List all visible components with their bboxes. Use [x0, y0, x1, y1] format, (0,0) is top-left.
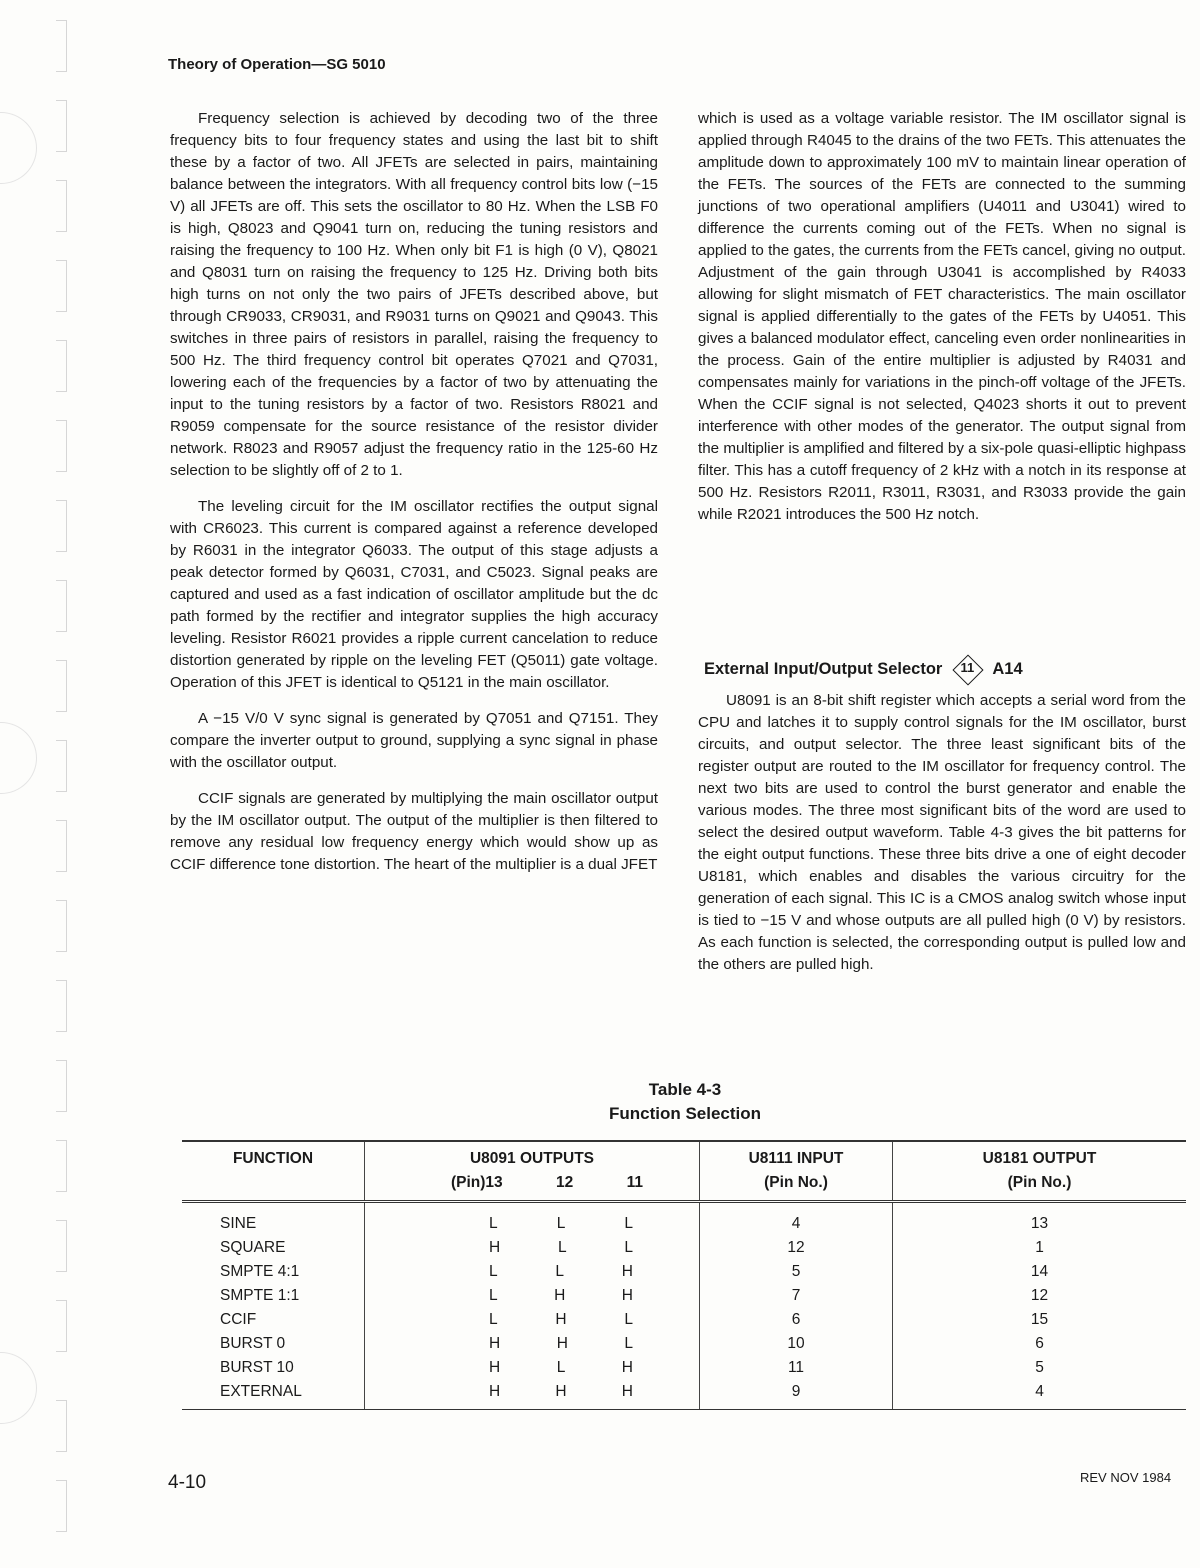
- cell-u8091-outputs: [365, 1260, 700, 1284]
- cell-pin-level: L: [624, 1335, 633, 1352]
- cell-u8181-output: 5: [1035, 1359, 1044, 1376]
- paragraph-frequency-selection: Frequency selection is achieved by decoding two of the three frequency bits to four frequency states and using the last bit to shift these by a factor of two. All JFETs are selected in pairs, maintaining balance between the integrators. With all frequency control bits low (−15 V) all JFETs are off. This sets the oscillator to 80 Hz. When the LSB F0 is high, Q8023 and Q9041 turn on, reducing the tuning resistors and raising the frequency to 100 Hz. When only bit F1 is high (0 V), Q8021 and Q8031 turn on raising the frequency to 125 Hz. Driving both bits high turns on not only the two pairs of JFETs described above, but through CR9033, CR9031, and R9031 turns on Q9021 and Q9043. This switches in three pairs of resistors in parallel, raising the frequency to 500 Hz. The third frequency control bit operates Q7021 and Q7031, lowering each of the frequencies by a factor of two by attenuating the input to the tuning resistors by a factor of two. Resistors R8021 and R9059 compensate for the source resistance of the resistor divider network. R8023 and R9057 adjust the frequency ratio in the 125-60 Hz selection to be slightly off of 2 to 1.: [170, 110, 658, 479]
- header-u8111-input: U8111 INPUT (Pin No.): [700, 1141, 893, 1202]
- binder-tab: [56, 260, 67, 312]
- cell-u8111-input: 7: [700, 1284, 893, 1308]
- cell-pin-level: L: [489, 1215, 498, 1232]
- table-row: [182, 1308, 1186, 1332]
- left-column: [170, 108, 658, 890]
- cell-pin-level: H: [555, 1383, 567, 1400]
- cell-pin-level: H: [489, 1239, 501, 1256]
- paragraph-leveling-circuit: The leveling circuit for the IM oscillator rectifies the output signal with CR6023. This current is compared against a reference developed by R6031 in the integrator Q6033. The output of this stage adjusts a peak detector formed by Q6031, C7031, and C5023. Signal peaks are captured and used as a fast indication of oscillator amplitude but the dc path formed by the rectifier and integrator supplies the high accuracy leveling. Resistor R6021 provides a ripple current cancelation to reduce distortion generated by ripple on the leveling FET (Q5011) gate voltage. Operation of this JFET is identical to Q5121 in the main oscillator.: [170, 498, 658, 691]
- paragraph-sync-signal: A −15 V/0 V sync signal is generated by Q7051 and Q7151. They compare the inverter output to ground, supplying a sync signal in phase with the oscillator output.: [170, 710, 658, 771]
- cell-u8091-outputs: [365, 1380, 700, 1410]
- cell-u8181-output: 6: [1035, 1335, 1044, 1352]
- binder-tab: [56, 1300, 67, 1352]
- cell-pin-level: L: [624, 1311, 633, 1328]
- cell-pin-level: L: [489, 1287, 498, 1304]
- binder-tab: [56, 500, 67, 552]
- table-row: [182, 1380, 1186, 1410]
- cell-u8091-outputs: [365, 1284, 700, 1308]
- table-row: [182, 1236, 1186, 1260]
- cell-u8181-output: 12: [1030, 1287, 1049, 1304]
- diamond-number: 11: [960, 660, 975, 675]
- page-number: 4-10: [168, 1472, 207, 1493]
- cell-pin-level: H: [554, 1287, 566, 1304]
- paragraph-multiplier-continued: which is used as a voltage variable resistor. The IM oscillator signal is applied through R4045 to the drains of the two FETs. This attenuates the amplitude down to approximately 100 mV to maintain linear operation of the FETs. The sources of the FETs are connected to the summing junctions of two operational amplifiers (U4011 and U3041) wired to difference the currents coming out of the FETs. When no signal is applied to the gates, the currents from the FETs cancel, giving no output. Adjustment of the gain through U3041 is accomplished by R4033 allowing for slight mismatch of FET characteristics. The main oscillator signal is applied differentially to the gates of the FETs by U4051. This gives a balanced modulator effect, canceling even order nonlinearities in the process. Gain of the entire multiplier is adjusted by R4031 and compensates mainly for variations in the pinch-off voltage of the JFETs. When the CCIF signal is not selected, Q4023 shorts it out to prevent interference with other modes of the generator. The output signal from the multiplier is amplified and filtered by a six-pole quasi-elliptic highpass filter. This has a cutoff frequency of 2 kHz with a notch in its response at 500 Hz. Resistors R2011, R3011, R3031, and R3033 provide the gain while R2021 introduces the 500 Hz notch.: [698, 110, 1186, 523]
- cell-u8181-output: 4: [893, 1380, 1187, 1410]
- cell-u8111-input: 11: [700, 1356, 893, 1380]
- cell-function: SMPTE 1:1: [182, 1284, 365, 1308]
- cell-u8181-output: 13: [1030, 1215, 1049, 1232]
- running-header: Theory of Operation—SG 5010: [168, 56, 386, 73]
- cell-function: CCIF: [182, 1308, 365, 1332]
- header-function: FUNCTION: [182, 1141, 365, 1202]
- cell-u8111-input: 9: [700, 1380, 893, 1410]
- header-u8091-outputs: U8091 OUTPUTS (Pin)13 12 11: [365, 1141, 700, 1202]
- cell-function: EXTERNAL: [182, 1380, 365, 1410]
- cell-pin-level: H: [621, 1383, 633, 1400]
- binder-hole: [0, 112, 37, 184]
- binder-tab: [56, 340, 67, 392]
- table-title: Function Selection: [608, 1104, 762, 1123]
- cell-u8091-outputs: [365, 1332, 700, 1356]
- table-row: [182, 1284, 1186, 1308]
- cell-u8091-outputs: [365, 1308, 700, 1332]
- cell-pin-level: H: [489, 1383, 501, 1400]
- section-heading: [704, 654, 1174, 684]
- header-u8181-output: U8181 OUTPUT (Pin No.): [893, 1141, 1187, 1202]
- binder-tab: [56, 980, 67, 1032]
- header-pin12: 12: [556, 1174, 574, 1191]
- cell-pin-level: H: [489, 1359, 501, 1376]
- binder-tab: [56, 100, 67, 152]
- binder-tab: [56, 740, 67, 792]
- table-row: [182, 1260, 1186, 1284]
- cell-pin-level: L: [556, 1359, 566, 1376]
- cell-u8091-outputs: [365, 1236, 700, 1260]
- table-row: [182, 1332, 1186, 1356]
- binder-tab: [56, 820, 67, 872]
- paragraph-ccif-signals: CCIF signals are generated by multiplying the main oscillator output by the IM oscillator output. The output of the multiplier is then filtered to remove any residual low frequency energy which would show up as CCIF difference tone distortion. The heart of the multiplier is a dual JFET: [170, 790, 658, 873]
- header-pin11: 11: [626, 1174, 643, 1191]
- cell-pin-level: H: [556, 1335, 568, 1352]
- diamond-reference-icon: [952, 654, 982, 684]
- binder-tab: [56, 660, 67, 712]
- cell-pin-level: L: [556, 1215, 566, 1232]
- cell-u8111-input: 10: [700, 1332, 893, 1356]
- binder-tab: [56, 420, 67, 472]
- binder-tab: [56, 1480, 67, 1532]
- cell-u8111-input: 12: [700, 1236, 893, 1260]
- cell-pin-level: L: [555, 1263, 565, 1280]
- cell-u8091-outputs: [365, 1202, 700, 1237]
- binder-tab: [56, 900, 67, 952]
- cell-pin-level: H: [621, 1263, 633, 1280]
- binder-hole: [0, 1352, 37, 1424]
- cell-pin-level: L: [557, 1239, 567, 1256]
- cell-pin-level: H: [621, 1287, 633, 1304]
- table-row: [182, 1202, 1186, 1237]
- cell-pin-level: L: [624, 1215, 633, 1232]
- cell-u8181-output: 1: [1035, 1239, 1044, 1256]
- cell-pin-level: H: [621, 1359, 633, 1376]
- board-label: A14: [992, 659, 1023, 678]
- table-caption: [580, 1078, 790, 1126]
- binder-tab: [56, 20, 67, 72]
- cell-pin-level: L: [489, 1311, 498, 1328]
- cell-u8091-outputs: [365, 1356, 700, 1380]
- section-body-column: [698, 690, 1186, 990]
- cell-pin-level: H: [555, 1311, 567, 1328]
- binder-tab: [56, 1400, 67, 1452]
- cell-function: SQUARE: [182, 1236, 365, 1260]
- cell-u8111-input: 4: [700, 1202, 893, 1237]
- function-selection-table: [182, 1140, 1186, 1410]
- cell-u8111-input: 5: [700, 1260, 893, 1284]
- binder-hole: [0, 722, 37, 794]
- section-title: External Input/Output Selector: [704, 659, 943, 678]
- cell-function: BURST 0: [182, 1332, 365, 1356]
- table-row: [182, 1356, 1186, 1380]
- table-number: Table 4-3: [648, 1080, 722, 1099]
- header-pin13: (Pin)13: [451, 1174, 503, 1191]
- cell-pin-level: L: [624, 1239, 633, 1256]
- binder-tab: [56, 1220, 67, 1272]
- cell-u8111-input: 6: [700, 1308, 893, 1332]
- right-column: [698, 108, 1186, 540]
- cell-pin-level: H: [489, 1335, 501, 1352]
- binder-tab: [56, 1140, 67, 1192]
- cell-u8181-output: 14: [1030, 1263, 1049, 1280]
- paragraph-u8091: U8091 is an 8-bit shift register which accepts a serial word from the CPU and latches it to supply control signals for the IM oscillator, burst circuits, and output selector. The three least significant bits of the register output are routed to the IM oscillator for frequency control. The next two bits are used to control the burst generator and enable the various modes. The three most significant bits of the word are used to select the desired output waveform. Table 4-3 gives the bit patterns for the eight output functions. These three bits drive a one of eight decoder U8181, which enables and disables the various circuitry for the generation of each signal. This IC is a CMOS analog switch whose input is tied to −15 V and whose outputs are all pulled high (0 V) by resistors. As each function is selected, the corresponding output is pulled low and the others are pulled high.: [698, 692, 1186, 973]
- binder-tab: [56, 180, 67, 232]
- cell-u8181-output: 15: [1030, 1311, 1049, 1328]
- binder-tab: [56, 1060, 67, 1112]
- cell-function: SINE: [182, 1202, 365, 1237]
- binder-tab: [56, 580, 67, 632]
- cell-function: BURST 10: [182, 1356, 365, 1380]
- cell-function: SMPTE 4:1: [182, 1260, 365, 1284]
- revision-date: REV NOV 1984: [1080, 1470, 1172, 1485]
- cell-pin-level: L: [489, 1263, 498, 1280]
